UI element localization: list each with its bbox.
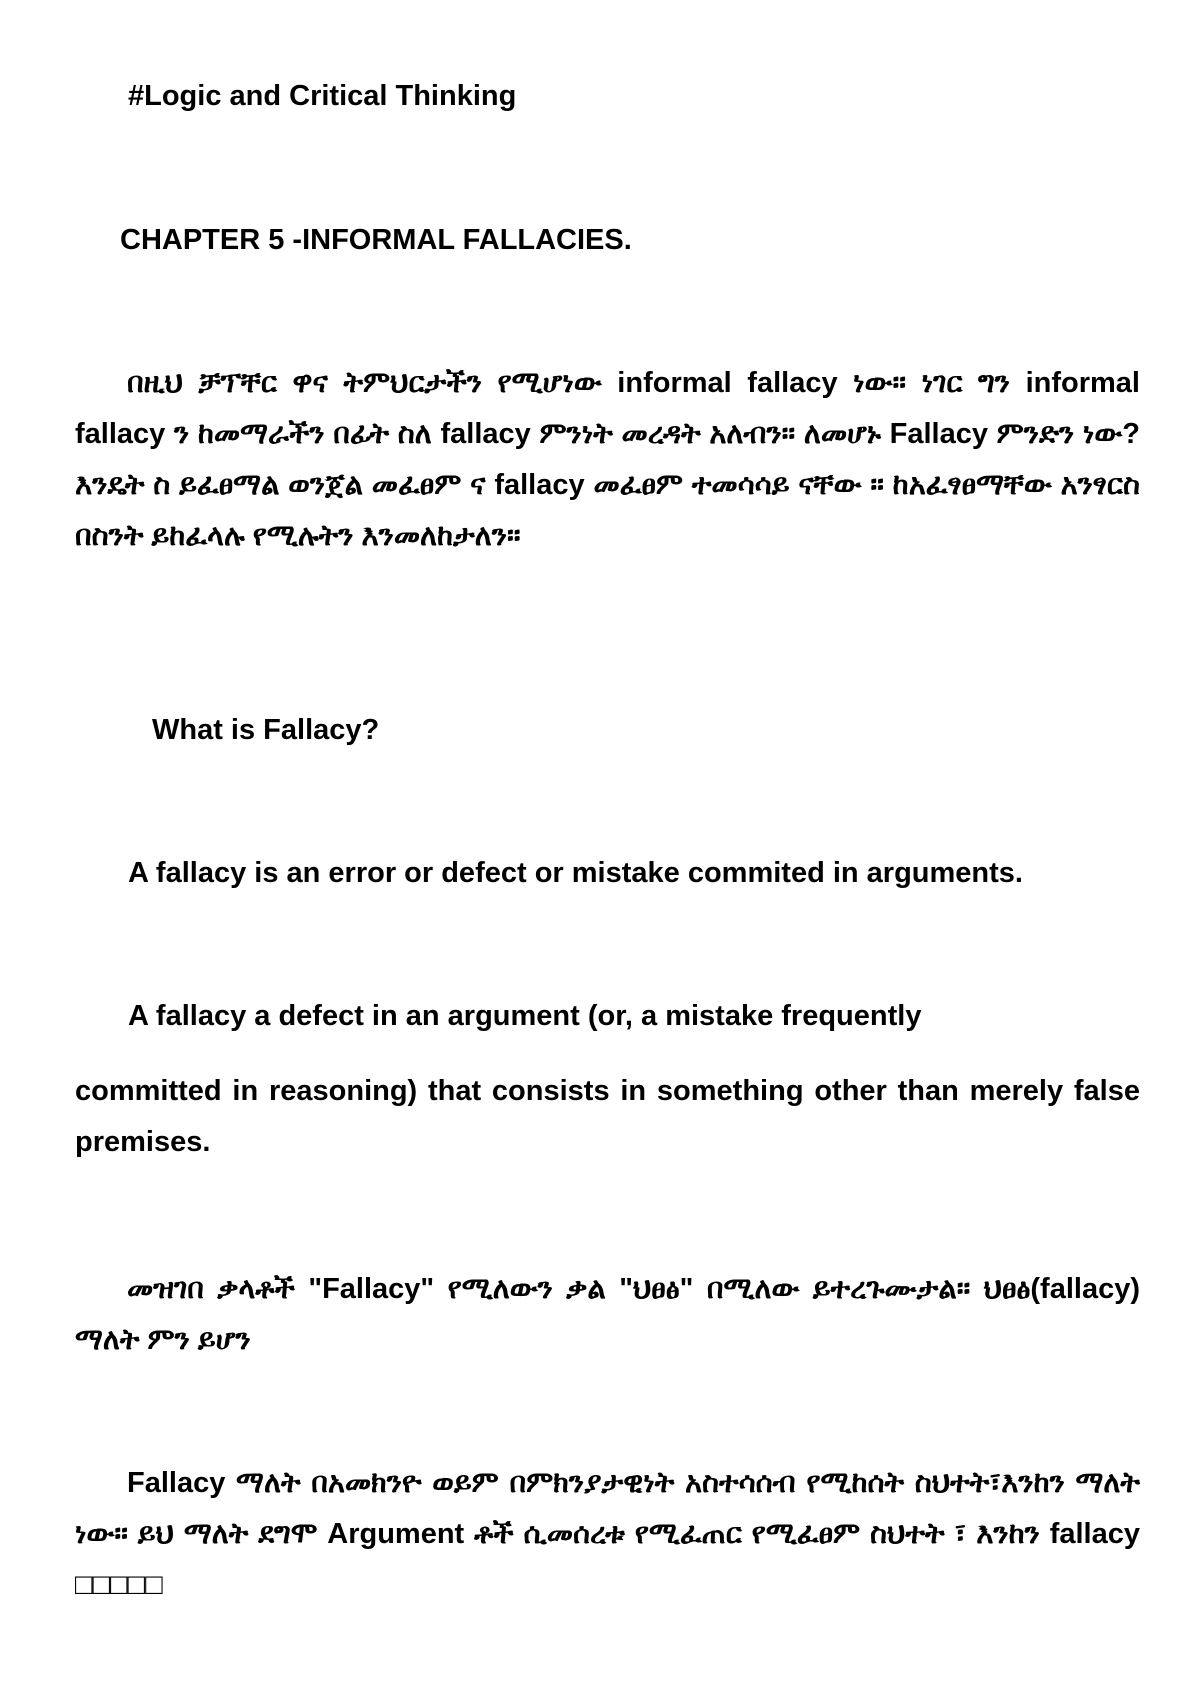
closing-paragraph: Fallacy ማለት በአመክንዮ ወይም በምክንያታዊነት አስተሳሰብ የሚከሰት ስህተት፣እንከን ማለት ነው። ይህ ማለት ደግሞ Argument ቶች ሲመሰረቱ የሚፈጠር የሚፈፀም ስህተት ፣ እንከን fallacy □□□□□ — [75, 1467, 1140, 1601]
definition-2-continuation: committed in reasoning) that consists in something other than merely false premises. — [75, 1075, 1140, 1158]
dictionary-paragraph: መዝገበ ቃላቶች "Fallacy" የሚለውን ቃል "ህፀፅ" በሚለው ይተረጉሙታል። ህፀፅ(fallacy) ማለት ምን ይሆን — [75, 1273, 1140, 1356]
definition-2-first-line: A fallacy a defect in an argument (or, a mistake frequently — [128, 1000, 922, 1032]
chapter-title: CHAPTER 5 -INFORMAL FALLACIES. — [120, 224, 632, 256]
section-question: What is Fallacy? — [152, 714, 380, 746]
document-heading: #Logic and Critical Thinking — [128, 80, 517, 112]
intro-paragraph: በዚህ ቻፕቸር ዋና ትምህርታችን የሚሆነው informal fallacy ነው። ነገር ግን informal fallacy ን ከመማራችን በፊት ስለ fallacy ምንነት መረዳት አለብን። ለመሆኑ Fallacy ምንድን ነው? እንዴት ስ ይፈፀማል ወንጀል መፈፀም ና fallacy መፈፀም ተመሳሳይ ናቸው ። ከአፈፃፀማቸው አንፃርስ በስንት ይከፈላሉ የሚሉትን እንመለከታለን። — [75, 367, 1140, 552]
definition-1: A fallacy is an error or defect or mistake commited in arguments. — [128, 857, 1023, 889]
